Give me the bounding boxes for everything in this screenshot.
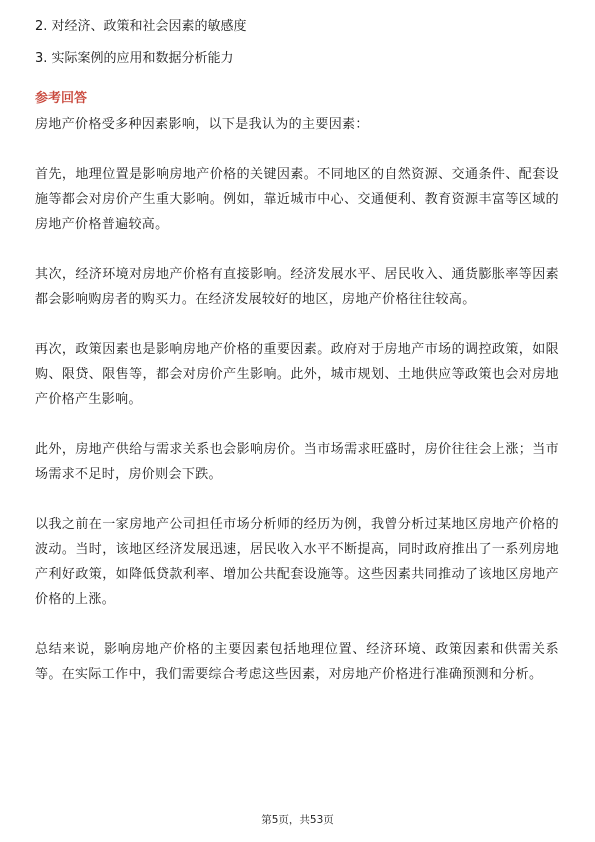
answer-paragraph: 总结来说，影响房地产价格的主要因素包括地理位置、经济环境、政策因素和供需关系等。在实际工作中，我们需要综合考虑这些因素，对房地产价格进行准确预测和分析。 <box>35 642 559 682</box>
answer-paragraph: 以我之前在一家房地产公司担任市场分析师的经历为例，我曾分析过某地区房地产价格的波动。当时，该地区经济发展迅速，居民收入水平不断提高，同时政府推出了一系列房地产利好政策，如降低贷款利率、增加公共配套设施等。这些因素共同推动了该地区房地产价格的上涨。 <box>35 517 559 607</box>
answer-paragraph: 此外，房地产供给与需求关系也会影响房价。当市场需求旺盛时，房价往往会上涨；当市场需求不足时，房价则会下跌。 <box>35 442 559 482</box>
criteria-item: 2. 对经济、政策和社会因素的敏感度 <box>35 19 247 34</box>
evaluation-criteria-list <box>35 18 247 82</box>
reference-answer-heading: 参考回答 <box>35 91 88 106</box>
answer-paragraph: 首先，地理位置是影响房地产价格的关键因素。不同地区的自然资源、交通条件、配套设施等都会对房价产生重大影响。例如，靠近城市中心、交通便利、教育资源丰富等区域的房地产价格普遍较高。 <box>35 167 559 232</box>
criteria-item: 3. 实际案例的应用和数据分析能力 <box>35 51 234 66</box>
answer-paragraph: 其次，经济环境对房地产价格有直接影响。经济发展水平、居民收入、通货膨胀率等因素都会影响购房者的购买力。在经济发展较好的地区，房地产价格往往较高。 <box>35 267 559 307</box>
page-number-footer: 第5页，共53页 <box>261 814 334 826</box>
answer-paragraph: 再次，政策因素也是影响房地产价格的重要因素。政府对于房地产市场的调控政策，如限购、限贷、限售等，都会对房价产生影响。此外，城市规划、土地供应等政策也会对房地产价格产生影响。 <box>35 342 559 407</box>
reference-answer-body <box>35 112 559 712</box>
answer-paragraph: 房地产价格受多种因素影响，以下是我认为的主要因素： <box>35 117 369 132</box>
